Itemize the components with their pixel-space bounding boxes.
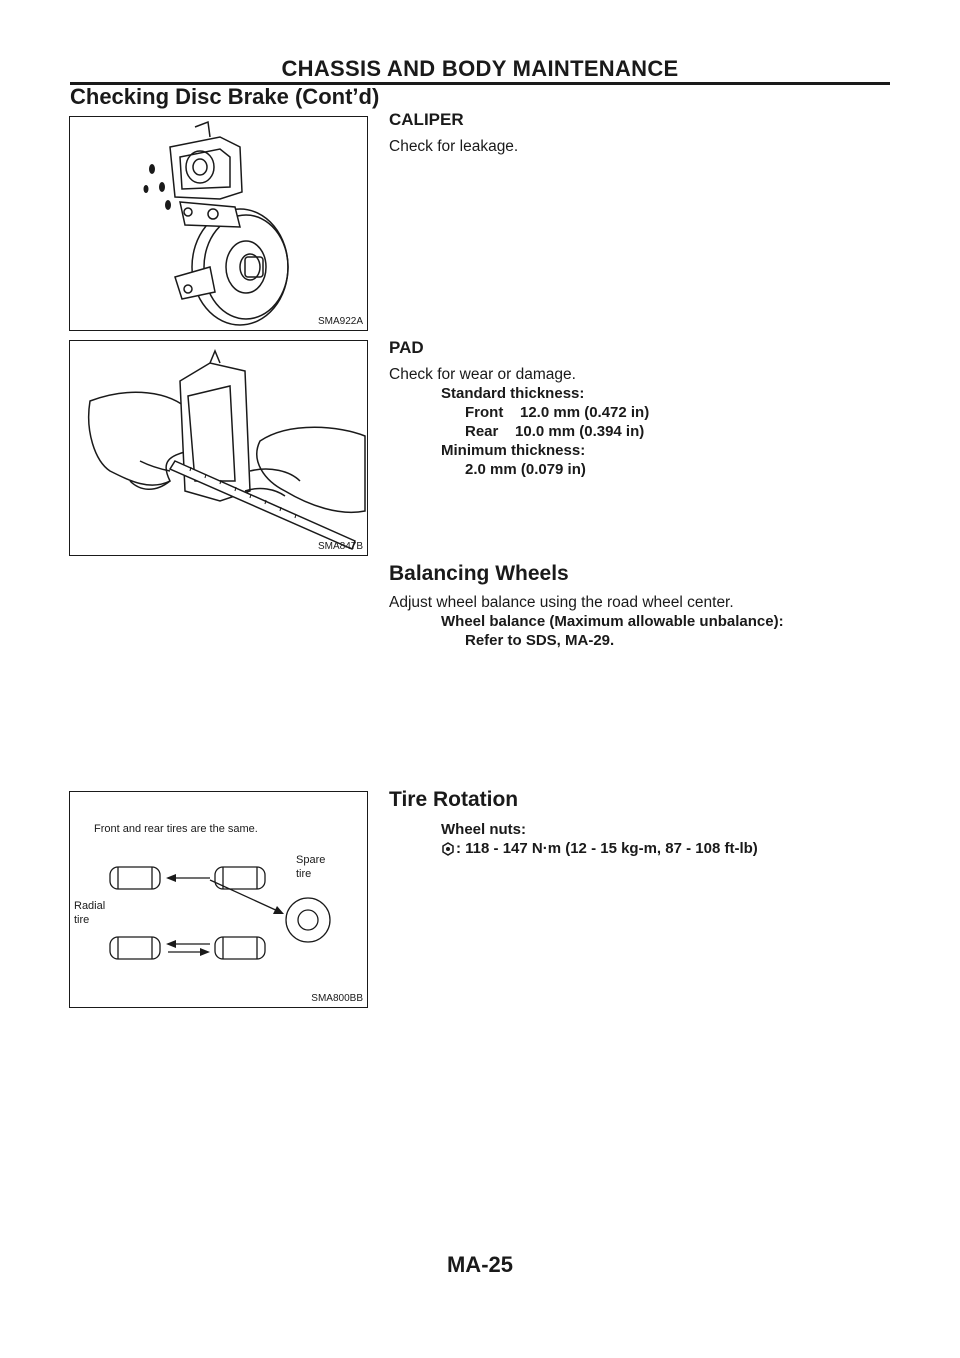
spare-label-1: Spare — [296, 854, 326, 866]
torque-icon — [441, 841, 455, 857]
caliper-text: Check for leakage. — [389, 138, 519, 155]
chapter-title: CHASSIS AND BODY MAINTENANCE — [281, 56, 679, 81]
wheel-nuts-label: Wheel nuts: — [441, 821, 526, 838]
tire-rotation-section — [389, 788, 909, 858]
balancing-heading: Balancing Wheels — [389, 562, 569, 585]
figure-label: SMA922A — [317, 316, 363, 327]
tire-rotation-figure — [69, 791, 368, 1008]
caliper-figure — [69, 116, 368, 331]
wheel-nuts-torque — [389, 839, 909, 858]
front-thickness: Front 12.0 mm (0.472 in) — [465, 404, 650, 421]
balancing-text: Adjust wheel balance using the road wheel center. — [389, 594, 734, 611]
pad-measuring-illustration — [70, 341, 369, 557]
radial-label-2: tire — [74, 914, 90, 926]
section-title: Checking Disc Brake (Cont’d) — [70, 84, 380, 109]
caliper-illustration — [70, 117, 369, 332]
figure-label: SMA847B — [317, 541, 363, 552]
rear-thickness: Rear 10.0 mm (0.394 in) — [465, 423, 645, 440]
caliper-heading: CALIPER — [389, 110, 464, 129]
page-number: MA-25 — [446, 1252, 513, 1277]
tire-rotation-diagram — [70, 792, 369, 1009]
tire-rotation-heading: Tire Rotation — [389, 788, 519, 811]
caliper-section — [389, 110, 909, 156]
leak-drops — [144, 164, 172, 210]
minimum-thickness-value: 2.0 mm (0.079 in) — [465, 461, 586, 478]
spare-label-2: tire — [296, 868, 312, 880]
radial-label-1: Radial — [74, 900, 106, 912]
minimum-thickness-label: Minimum thickness: — [441, 442, 586, 459]
pad-text: Check for wear or damage. — [389, 366, 576, 383]
pad-figure — [69, 340, 368, 556]
wheel-balance-label: Wheel balance (Maximum allowable unbalance): — [441, 613, 784, 630]
balancing-section — [389, 562, 909, 650]
spare-tire — [286, 898, 330, 942]
wheel-nuts-value: : 118 - 147 N·m (12 - 15 kg-m, 87 - 108 ft-lb) — [456, 840, 758, 857]
standard-thickness-label: Standard thickness: — [441, 385, 585, 402]
pad-heading: PAD — [389, 338, 424, 357]
figure-label: SMA800BB — [311, 993, 363, 1004]
diagram-caption: Front and rear tires are the same. — [94, 823, 258, 835]
wheel-balance-value: Refer to SDS, MA-29. — [465, 632, 615, 649]
pad-section — [389, 338, 909, 479]
